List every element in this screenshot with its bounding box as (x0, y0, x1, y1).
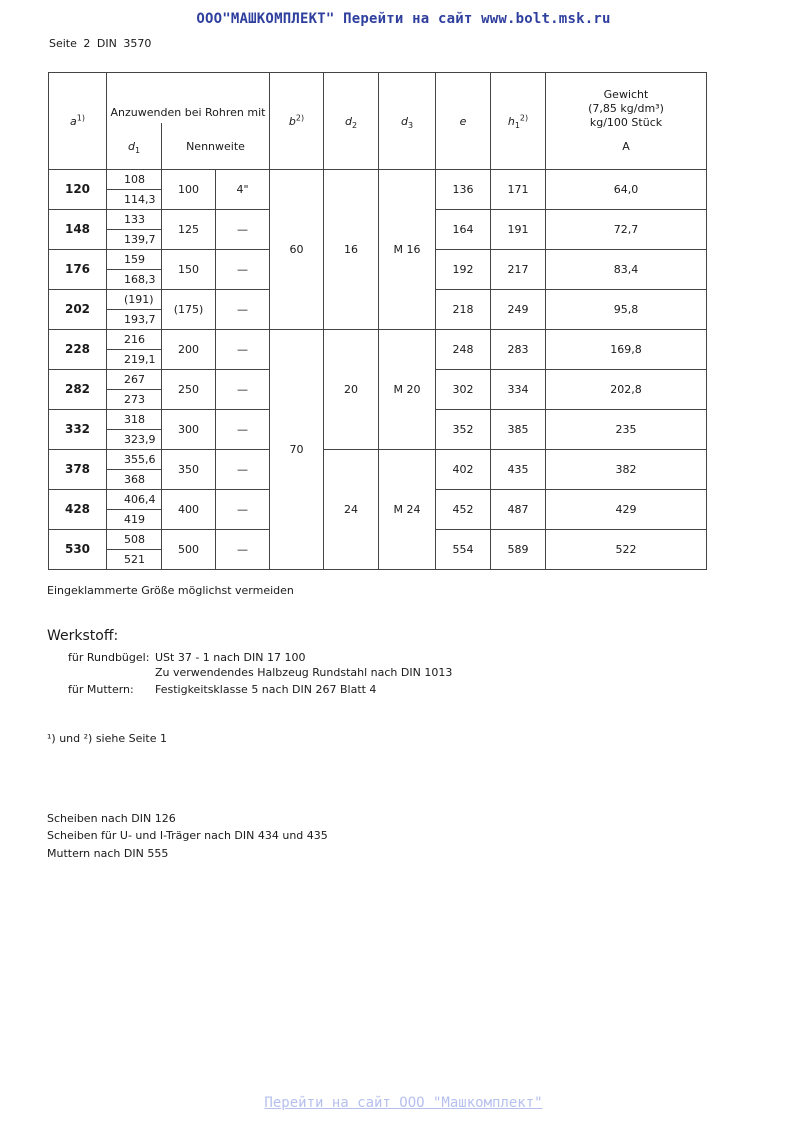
cell-d2-group: 24 (324, 450, 379, 570)
cell-d1-pipe: 216 (107, 330, 162, 350)
muttern-material: Festigkeitsklasse 5 nach DIN 267 Blatt 4 (155, 683, 377, 696)
cell-d1-pipe: 139,7 (107, 230, 162, 250)
footer-site-link[interactable]: Перейти на сайт ООО "Машкомплект" (264, 1095, 543, 1111)
table-body (49, 73, 707, 570)
cell-d1-pipe: 419 (107, 510, 162, 530)
cell-d1-pipe: 355,6 (107, 450, 162, 470)
cell-h1: 171 (491, 170, 546, 210)
cell-nennweite: 200 (162, 330, 216, 370)
cell-weight: 95,8 (546, 290, 707, 330)
cell-d2-group: 20 (324, 330, 379, 450)
header-group: Anzuwenden bei Rohren mit (107, 73, 270, 124)
cell-d1-pipe: 273 (107, 390, 162, 410)
cell-b-group: 60 (270, 170, 324, 330)
header-nennweite: Nennweite (162, 123, 270, 170)
cell-h1: 334 (491, 370, 546, 410)
cell-weight: 522 (546, 530, 707, 570)
cell-nennweite-inch: — (216, 250, 270, 290)
header-d3: $d_3$ (379, 73, 436, 170)
cell-e: 452 (436, 490, 491, 530)
table-row (49, 450, 707, 470)
header-d2: $d_2$ (324, 73, 379, 170)
cell-d2-group: 16 (324, 170, 379, 330)
header-b: $b^{2)}$ (270, 73, 324, 170)
cell-nennweite-inch: — (216, 410, 270, 450)
cell-e: 218 (436, 290, 491, 330)
cell-d1-pipe: 114,3 (107, 190, 162, 210)
cell-d1-pipe: 406,4 (107, 490, 162, 510)
header-a: $a^{1)}$ (49, 73, 107, 170)
reference-line: Scheiben nach DIN 126 (47, 812, 176, 825)
header-gewicht: Gewicht (7,85 kg/dm³) kg/100 Stück A (546, 73, 707, 170)
cell-weight: 169,8 (546, 330, 707, 370)
cell-e: 352 (436, 410, 491, 450)
cell-nennweite-inch: — (216, 370, 270, 410)
cell-d1-pipe: 133 (107, 210, 162, 230)
werkstoff-title: Werkstoff: (47, 628, 119, 644)
cell-nennweite-inch: — (216, 330, 270, 370)
cell-a: 378 (49, 450, 107, 490)
cell-nennweite: 400 (162, 490, 216, 530)
reference-line: Scheiben für U- und I-Träger nach DIN 434 und 435 (47, 829, 328, 842)
cell-nennweite-inch: — (216, 290, 270, 330)
cell-d1-pipe: 159 (107, 250, 162, 270)
cell-e: 164 (436, 210, 491, 250)
cell-weight: 83,4 (546, 250, 707, 290)
cell-d3-group: M 20 (379, 330, 436, 450)
cell-d1-pipe: 368 (107, 470, 162, 490)
cell-h1: 385 (491, 410, 546, 450)
cell-nennweite: 150 (162, 250, 216, 290)
cell-d1-pipe: 323,9 (107, 430, 162, 450)
reference-line: Muttern nach DIN 555 (47, 847, 169, 860)
cell-nennweite: 250 (162, 370, 216, 410)
cell-nennweite-inch: 4" (216, 170, 270, 210)
cell-weight: 429 (546, 490, 707, 530)
cell-weight: 202,8 (546, 370, 707, 410)
cell-h1: 249 (491, 290, 546, 330)
header-e: e (436, 73, 491, 170)
cell-d1-pipe: (191) (107, 290, 162, 310)
cell-a: 120 (49, 170, 107, 210)
cell-e: 248 (436, 330, 491, 370)
cell-d3-group: M 24 (379, 450, 436, 570)
cell-e: 402 (436, 450, 491, 490)
footnote: ¹) und ²) siehe Seite 1 (47, 732, 167, 745)
table-row (49, 170, 707, 190)
rundbuegel-label: für Rundbügel: (68, 651, 150, 664)
cell-b-group: 70 (270, 330, 324, 570)
cell-a: 530 (49, 530, 107, 570)
cell-d1-pipe: 168,3 (107, 270, 162, 290)
cell-d1-pipe: 108 (107, 170, 162, 190)
cell-a: 176 (49, 250, 107, 290)
dimension-table (48, 72, 707, 570)
cell-a: 282 (49, 370, 107, 410)
cell-a: 332 (49, 410, 107, 450)
cell-nennweite: 500 (162, 530, 216, 570)
table-header-row (49, 73, 707, 124)
cell-weight: 64,0 (546, 170, 707, 210)
cell-d1-pipe: 508 (107, 530, 162, 550)
rundbuegel-halbzeug: Zu verwendendes Halbzeug Rundstahl nach DIN 1013 (155, 666, 453, 679)
cell-d1-pipe: 521 (107, 550, 162, 570)
header-d1: $d_1$ (107, 123, 162, 170)
cell-nennweite: 350 (162, 450, 216, 490)
cell-d1-pipe: 193,7 (107, 310, 162, 330)
cell-h1: 435 (491, 450, 546, 490)
cell-e: 554 (436, 530, 491, 570)
cell-nennweite-inch: — (216, 450, 270, 490)
cell-h1: 283 (491, 330, 546, 370)
cell-nennweite-inch: — (216, 530, 270, 570)
cell-weight: 72,7 (546, 210, 707, 250)
cell-d1-pipe: 318 (107, 410, 162, 430)
rundbuegel-material: USt 37 - 1 nach DIN 17 100 (155, 651, 306, 664)
cell-nennweite-inch: — (216, 490, 270, 530)
cell-nennweite: 300 (162, 410, 216, 450)
cell-weight: 235 (546, 410, 707, 450)
cell-d3-group: M 16 (379, 170, 436, 330)
cell-a: 148 (49, 210, 107, 250)
cell-d1-pipe: 219,1 (107, 350, 162, 370)
cell-nennweite: (175) (162, 290, 216, 330)
cell-a: 202 (49, 290, 107, 330)
cell-h1: 589 (491, 530, 546, 570)
cell-h1: 487 (491, 490, 546, 530)
cell-a: 228 (49, 330, 107, 370)
site-banner-link[interactable]: ООО"МАШКОМПЛЕКТ" Перейти на сайт www.bolt.msk.ru (196, 11, 611, 27)
cell-h1: 191 (491, 210, 546, 250)
page-header: Seite 2 DIN 3570 (49, 37, 152, 50)
cell-d1-pipe: 267 (107, 370, 162, 390)
cell-nennweite-inch: — (216, 210, 270, 250)
muttern-label: für Muttern: (68, 683, 134, 696)
cell-h1: 217 (491, 250, 546, 290)
cell-e: 192 (436, 250, 491, 290)
bracket-note: Eingeklammerte Größe möglichst vermeiden (47, 584, 294, 597)
cell-a: 428 (49, 490, 107, 530)
header-h1: $h_1^{2)}$ (491, 73, 546, 170)
cell-weight: 382 (546, 450, 707, 490)
cell-nennweite: 100 (162, 170, 216, 210)
table-row (49, 330, 707, 350)
cell-e: 136 (436, 170, 491, 210)
cell-nennweite: 125 (162, 210, 216, 250)
cell-e: 302 (436, 370, 491, 410)
